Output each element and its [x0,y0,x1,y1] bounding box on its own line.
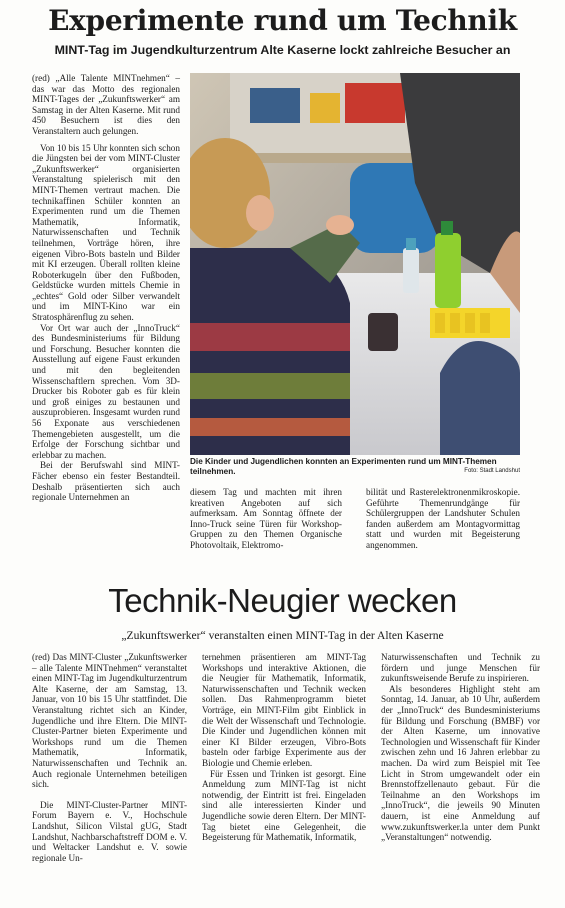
article1-paragraph: Vor Ort war auch der „InnoTruck“ des Bundesministeriums für Bildung und Forschung. Besucher konnten die Ausstellung auf eigene Faust erkunden und mit den begleitenden Wissenschaftlern sprechen. Vom 3D-Drucker bis Roboter gab es für klein und groß einiges zu bestaunen und auszuprobieren. Insgesamt wurden rund 56 Exponate aus verschiedenen Themengebieten ausgestellt, um die Erfolge der Forschung sichtbar und erlebbar zu machen. [32,322,180,460]
article1-paragraph: diesem Tag und machten mit ihren kreativen Angeboten auf sich aufmerksam. Am Sonntag öffnete der Inno-Truck seine Türen für Workshop-Gruppen zu den Themen Organische Photovoltaik, Elektromo- [190,487,342,550]
article2-headline: Technik-Neugier wecken [108,582,457,619]
article2-column-1 [32,652,187,863]
article2-paragraph: ternehmen präsentieren am MINT-Tag Workshops und interaktive Aktionen, die die Neugier für Mathematik, Informatik, Naturwissenschaften und Technik wecken sollen. Das Rahmenprogramm bietet Vorträge, ein MINT-Film gibt Einblick in die Welt der Wissenschaft und Technologie. Die Kinder und Jugendlichen können mit einer KI Bilder erzeugen, Vibro-Bots basteln oder farbige Experimente aus der Biologie und Chemie erleben. [202,652,366,768]
article1-paragraph: bilität und Rasterelektronenmikroskopie. Geführte Themenrundgänge für Schülergruppen der Landshuter Schulen fanden außerdem am Montagvormittag statt und wurden mit Begeisterung angenommen. [366,487,520,550]
article1-paragraph: Von 10 bis 15 Uhr konnten sich schon die Jüngsten bei der vom MINT-Cluster „Zukunftswerker“ organisierten Veranstaltung spielerisch mit den MINT-Themen vertraut machen. Die technikaffinen Schüler konnten an Experimenten rund um die Themen Mathematik, Informatik, Naturwissenschaften und Technik teilnehmen, Vorträge hören, ihre eigenen Vibro-Bots basteln und Bilder mit KI erzeugen. Überall rollten kleine Roboterkugeln über den Fußboden, Geldstücke wurden mittels Chemie in „echtes“ Gold oder Silber verwandelt und im MINT-Kino war ein Stratosphärenflug zu sehen. [32,142,180,323]
article1-column-2 [190,487,342,551]
article2-paragraph: Als besonderes Highlight steht am Sonntag, 14. Januar, ab 10 Uhr, außerdem der „InnoTruck“ des Bundesministeriums für Bildung und Forschung (BMBF) vor der Alten Kaserne, um innovative Technologien und Wissenschaft für Kinder zwischen zehn und 16 Jahren erlebbar zu machen. Da wird zum Beispiel mit Tee Licht in Strom umgewandelt oder ein Brennstoffzellenauto gebaut. Für die Teilnahme an den Workshops im „InnoTruck“, die jeweils 90 Minuten dauern, ist eine Anmeldung auf www.zukunftswerker.la unter dem Punkt „Veranstaltungen“ notwendig. [381,683,540,843]
article2-column-3 [381,652,540,843]
article1-paragraph: (red) „Alle Talente MINTnehmen“ – das war das Motto des regionalen MINT-Tages der „Zukunftswerker“ am Samstag in der Alten Kaserne. Mit rund 450 Besuchern ist dies den Veranstaltern auch gelungen. [32,73,180,136]
article1-photo [190,73,520,455]
article2-subheadline: „Zukunftswerker“ veranstalten einen MINT-Tag in der Alten Kaserne [121,629,444,642]
photo-caption: Die Kinder und Jugendlichen konnten an Experimenten rund um MINT-Themen teilnehmen. [190,457,497,476]
children-experiment-photo [190,73,520,455]
article1-subheadline: MINT-Tag im Jugendkulturzentrum Alte Kaserne lockt zahlreiche Besucher an [54,43,511,57]
photo-credit: Foto: Stadt Landshut [464,468,520,474]
article1-headline: Experimente rund um Technik [48,4,517,37]
article1-paragraph: Bei der Berufswahl sind MINT-Fächer ebenso ein fester Bestandteil. Deshalb präsentierten sich auch regionale Unternehmen an [32,460,180,503]
article1-column-3 [366,487,520,551]
article2-paragraph: Die MINT-Cluster-Partner MINT-Forum Bayern e. V., Hochschule Landshut, Silicon Vilstal gUG, Stadt Landshut, Nachbarschaftstreff DOM e. V. und Weltacker Landshut e. V. sowie regionale Un- [32,799,187,863]
article2-paragraph: (red) Das MINT-Cluster „Zukunftswerker – alle Talente MINTnehmen“ veranstaltet einen MINT-Tag im Jugendkulturzentrum Alte Kaserne, der am Samstag, 13. Januar, von 10 bis 15 Uhr stattfindet. Die Veranstaltung richtet sich an Kinder, Jugendliche und ihre Eltern. Die MINT-Cluster-Partner bieten Experimente und Workshops rund um die Themen Mathematik, Informatik, Naturwissenschaften und Technik an. Auch regionale Unternehmen beteiligen sich. [32,652,187,790]
article1-column-1 [32,73,180,503]
article2-paragraph: Naturwissenschaften und Technik zu fördern und junge Menschen für zukunftsweisende Berufe zu inspirieren. [381,652,540,684]
article2-column-2 [202,652,366,843]
article2-paragraph: Für Essen und Trinken ist gesorgt. Eine Anmeldung zum MINT-Tag ist nicht notwendig, der Eintritt ist frei. Eingeladen sind alle interessierten Kinder und Jugendliche sowie deren Eltern. Der MINT-Tag bietet eine Gelegenheit, die Begeisterung für Mathematik, Informatik, [202,768,366,843]
